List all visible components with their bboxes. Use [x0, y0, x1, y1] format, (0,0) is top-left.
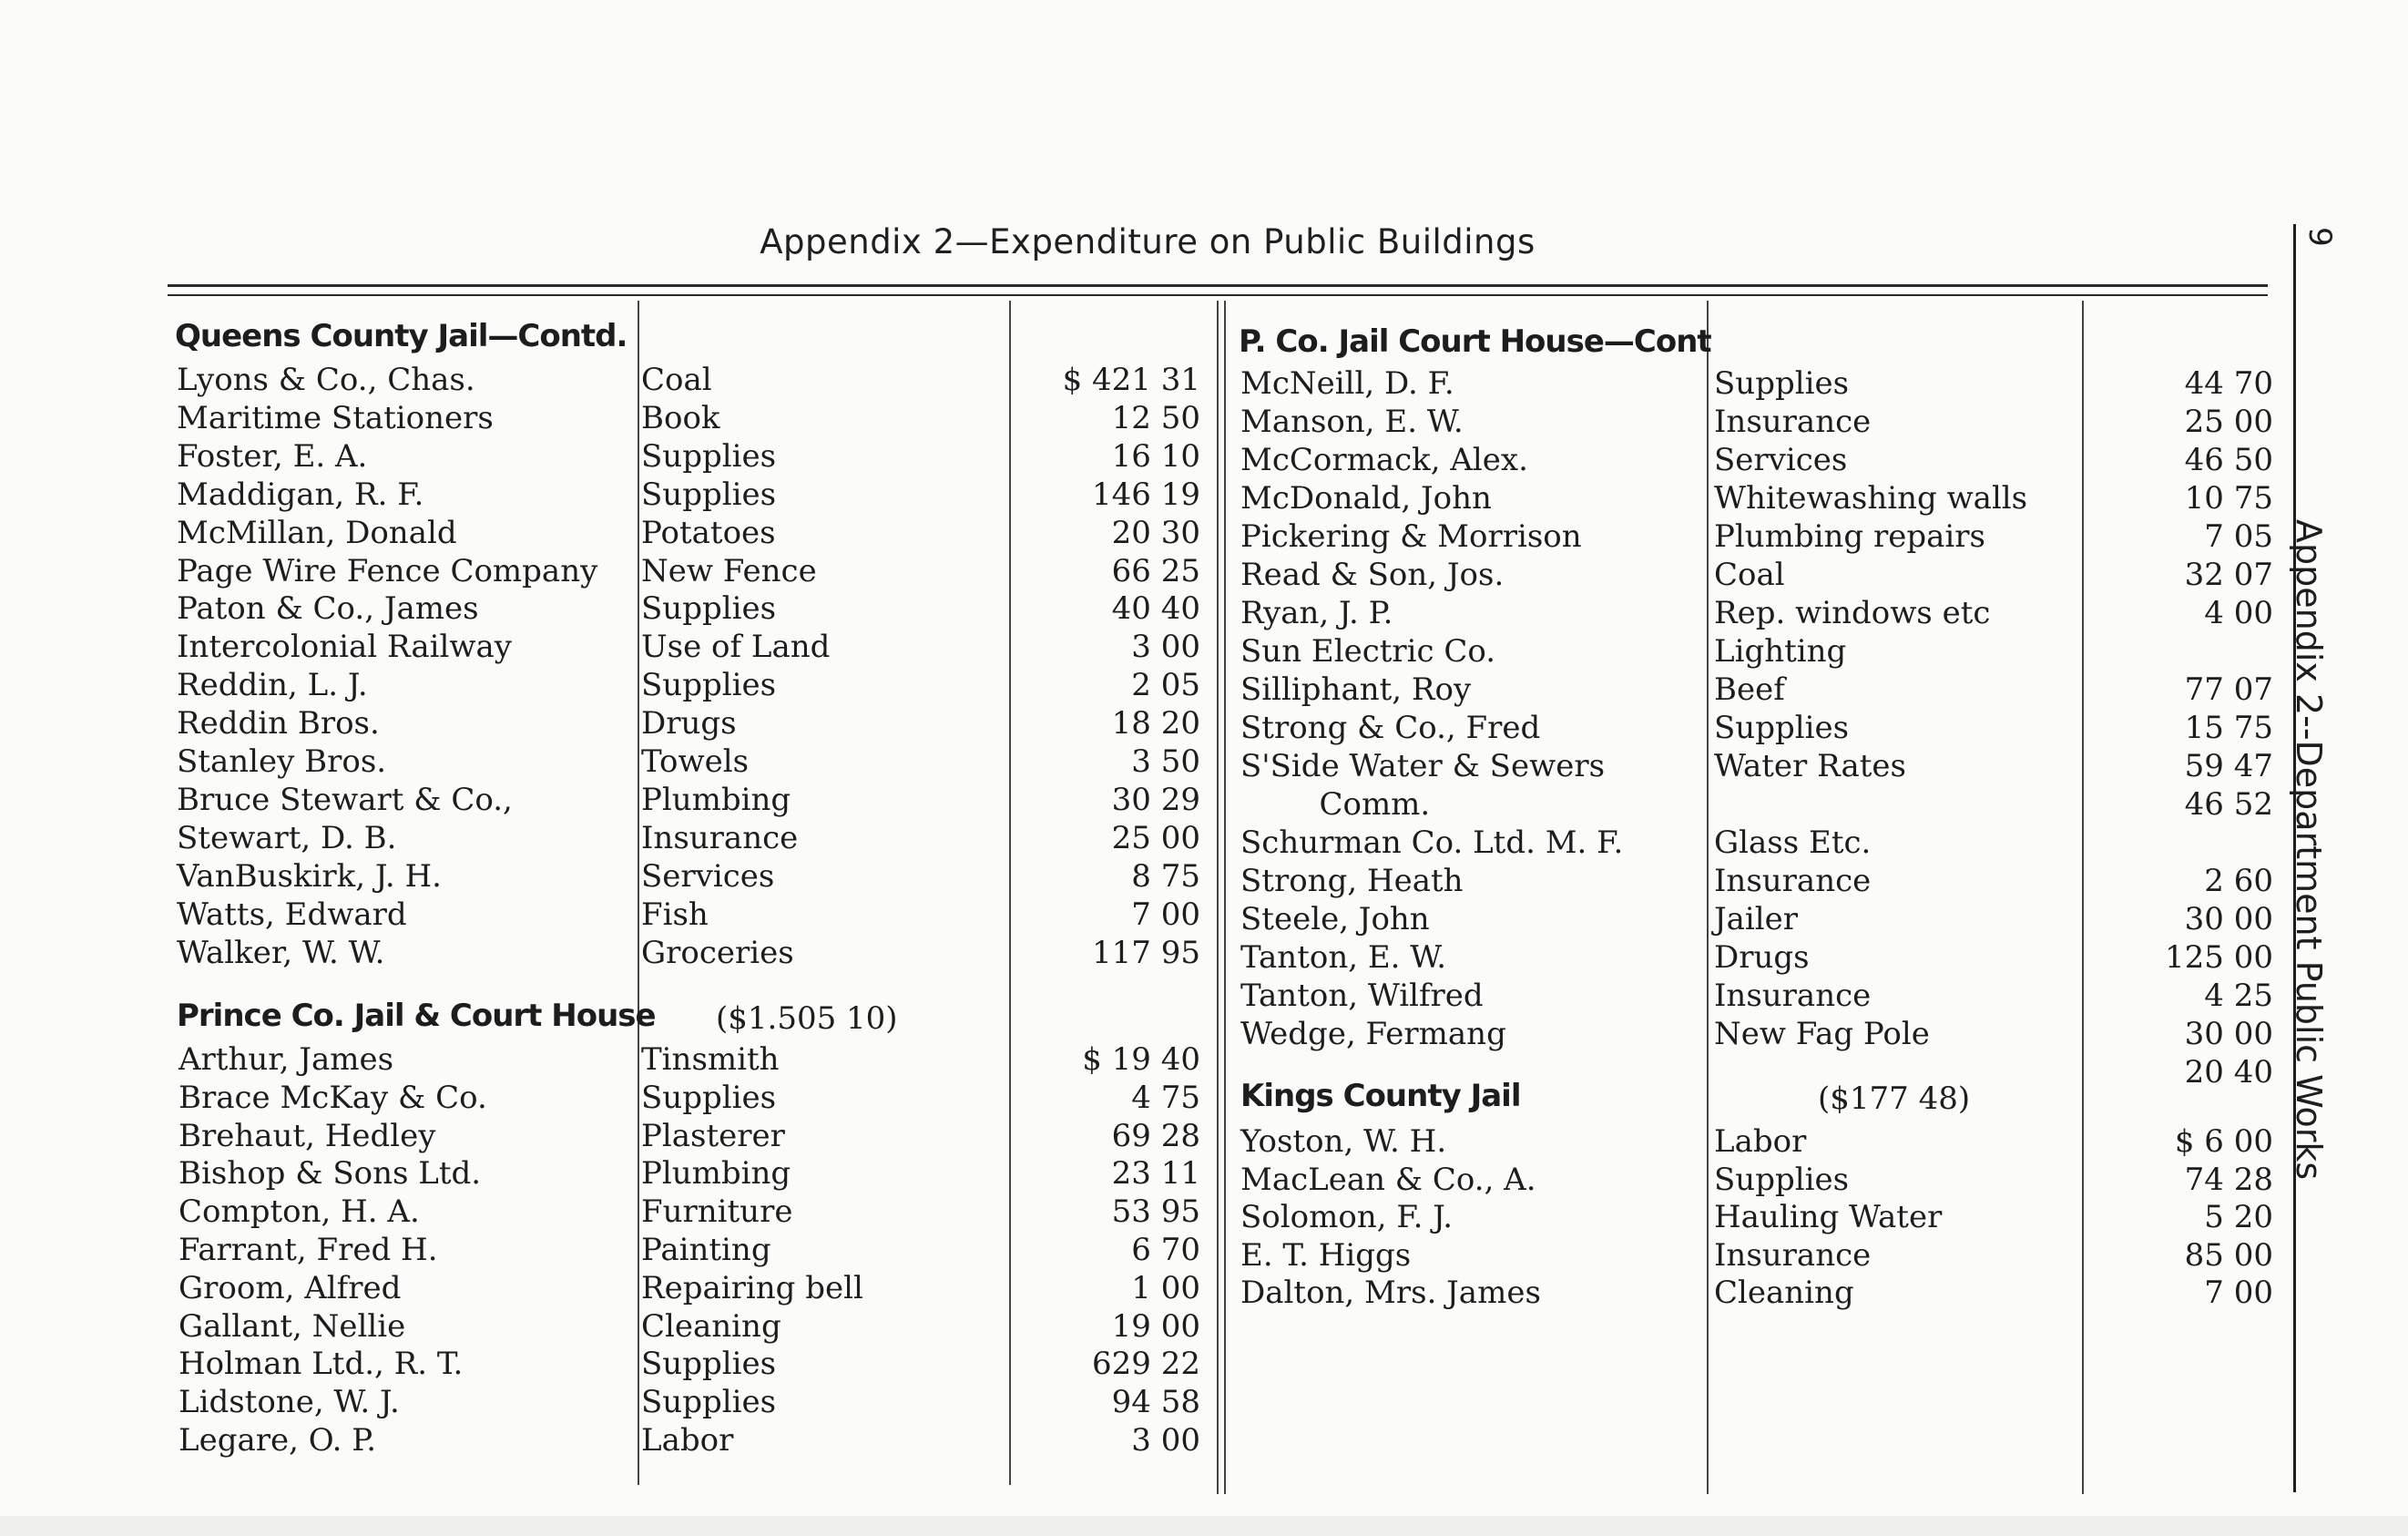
- ledger-row: [0, 785, 2277, 824]
- payee-name: Ryan, J. P.: [1240, 595, 1393, 631]
- payee-name: Intercolonial Railway: [177, 629, 512, 666]
- expense-amount: 25 00: [1111, 819, 1200, 856]
- payee-name: Legare, O. P.: [179, 1422, 377, 1459]
- expense-amount: 10 75: [2184, 480, 2273, 517]
- ledger-row: [0, 862, 2277, 900]
- expense-amount: 125 00: [2165, 939, 2273, 976]
- title-rule-bottom: [168, 294, 2268, 296]
- title-rule-top: [168, 284, 2268, 287]
- expense-item: Painting: [641, 1232, 771, 1268]
- expense-amount: 25 00: [2184, 404, 2273, 440]
- expense-item: Services: [641, 857, 775, 895]
- expense-item: Supplies: [641, 1384, 777, 1421]
- expense-item: Book: [641, 399, 720, 436]
- expense-amount: $ 6 00: [2174, 1123, 2273, 1160]
- payee-name: Yoston, W. H.: [1240, 1123, 1447, 1160]
- section-subtotal-kings-jail: ($177 48): [1818, 1080, 1971, 1117]
- ledger-row: [0, 824, 2277, 862]
- expense-item: Insurance: [1714, 978, 1872, 1014]
- payee-name: Watts, Edward: [177, 896, 407, 933]
- payee-name: Schurman Co. Ltd. M. F.: [1240, 824, 1624, 861]
- expense-amount: 77 07: [2184, 671, 2273, 708]
- expense-amount: 7 05: [2204, 518, 2273, 555]
- expense-amount: 94 58: [1111, 1384, 1200, 1421]
- expense-amount: 32 07: [2184, 557, 2273, 593]
- expense-amount: 46 52: [2184, 786, 2273, 823]
- payee-name: Read & Son, Jos.: [1240, 557, 1505, 593]
- payee-name: McDonald, John: [1240, 480, 1492, 517]
- expense-amount: 629 22: [1092, 1346, 1200, 1383]
- ledger-row: [0, 1383, 2277, 1421]
- ledger-row: [0, 747, 2277, 785]
- payee-name: E. T. Higgs: [1240, 1236, 1412, 1274]
- payee-name: Holman Ltd., R. T.: [179, 1346, 464, 1383]
- ledger-row: [0, 556, 2277, 594]
- ledger-row: [0, 977, 2277, 1015]
- payee-name: Lyons & Co., Chas.: [177, 362, 475, 398]
- expense-amount: 2 60: [2204, 863, 2273, 899]
- expense-amount: 44 70: [2184, 365, 2273, 402]
- expense-amount: 74 28: [2184, 1161, 2273, 1198]
- ledger-row: [0, 364, 2277, 403]
- section-heading-prince-jail: Prince Co. Jail & Court House: [177, 998, 656, 1034]
- expense-item: Fish: [641, 896, 709, 933]
- payee-name: Compton, H. A.: [179, 1193, 420, 1231]
- payee-name: Reddin, L. J.: [177, 667, 368, 704]
- expense-amount: 117 95: [1092, 934, 1200, 971]
- payee-name: Brehaut, Hedley: [179, 1117, 436, 1154]
- expense-item: Rep. windows etc: [1714, 595, 1991, 631]
- payee-name: Silliphant, Roy: [1240, 671, 1472, 708]
- payee-name: McNeill, D. F.: [1240, 365, 1454, 402]
- payee-name: Strong & Co., Fred: [1240, 710, 1541, 746]
- expense-item: Repairing bell: [641, 1269, 863, 1306]
- ledger-row: [0, 1236, 2277, 1275]
- payee-name: Foster, E. A.: [177, 437, 368, 475]
- expense-amount: 7 00: [2204, 1275, 2273, 1311]
- ledger-row: [0, 1198, 2277, 1236]
- payee-name: Reddin Bros.: [177, 705, 380, 742]
- expense-amount: 1 00: [1131, 1269, 1200, 1306]
- payee-name: Gallant, Nellie: [179, 1307, 406, 1345]
- expense-amount: 23 11: [1111, 1155, 1200, 1193]
- expense-amount: $ 19 40: [1082, 1041, 1200, 1078]
- expense-amount: 7 00: [1131, 896, 1200, 933]
- expense-item: Beef: [1714, 671, 1785, 708]
- expense-amount: 2 05: [1131, 667, 1200, 704]
- expense-item: Insurance: [641, 819, 799, 856]
- expense-item: Plumbing: [641, 781, 791, 818]
- ledger-row: [0, 671, 2277, 709]
- expense-item: Plumbing repairs: [1714, 518, 1985, 555]
- payee-name: Lidstone, W. J.: [179, 1384, 400, 1421]
- expense-amount: 19 00: [1111, 1307, 1200, 1345]
- expense-amount: 3 00: [1131, 1422, 1200, 1459]
- expense-item: Supplies: [641, 476, 777, 513]
- expense-item: Coal: [641, 362, 712, 398]
- payee-name: Brace McKay & Co.: [179, 1079, 487, 1116]
- expense-amount: 146 19: [1092, 476, 1200, 513]
- expense-item: Insurance: [1714, 1236, 1872, 1274]
- expense-amount: 20 40: [2184, 1054, 2273, 1091]
- payee-name: Steele, John: [1240, 901, 1430, 937]
- expense-amount: 53 95: [1111, 1193, 1200, 1231]
- expense-amount: 4 25: [2204, 978, 2273, 1014]
- expense-item: Insurance: [1714, 404, 1872, 440]
- payee-name: McMillan, Donald: [177, 514, 457, 551]
- expense-item: Water Rates: [1714, 748, 1906, 784]
- payee-name: Sun Electric Co.: [1240, 633, 1496, 670]
- ledger-row: [0, 900, 2277, 938]
- ledger-row: [0, 938, 2277, 977]
- payee-name: Page Wire Fence Company: [177, 552, 598, 589]
- expense-amount: $ 421 31: [1062, 362, 1200, 398]
- expense-item: Cleaning: [641, 1307, 781, 1345]
- expense-item: Supplies: [1714, 365, 1850, 402]
- payee-name: Walker, W. W.: [177, 934, 385, 971]
- expense-item: Lighting: [1714, 633, 1847, 670]
- payee-name: S'Side Water & Sewers: [1240, 748, 1606, 784]
- section-heading-queens-jail: Queens County Jail—Contd.: [175, 318, 628, 354]
- section-subtotal-prince-jail: ($1.505 10): [716, 1000, 898, 1037]
- expense-item: Supplies: [1714, 1161, 1850, 1198]
- expense-amount: 5 20: [2204, 1199, 2273, 1235]
- payee-name: Paton & Co., James: [177, 590, 479, 628]
- expense-amount: 4 00: [2204, 595, 2273, 631]
- expense-item: Glass Etc.: [1714, 824, 1872, 861]
- expense-amount: 69 28: [1111, 1117, 1200, 1154]
- expense-item: Labor: [1714, 1123, 1807, 1160]
- payee-name: Tanton, Wilfred: [1240, 978, 1484, 1014]
- payee-name: McCormack, Alex.: [1240, 442, 1528, 478]
- expense-amount: 18 20: [1111, 705, 1200, 742]
- expense-item: New Fence: [641, 552, 817, 589]
- expense-amount: 15 75: [2184, 710, 2273, 746]
- payee-name: Maritime Stationers: [177, 399, 494, 436]
- expense-item: Whitewashing walls: [1714, 480, 2028, 517]
- payee-name: Farrant, Fred H.: [179, 1232, 438, 1268]
- payee-name: Strong, Heath: [1240, 863, 1464, 899]
- ledger-row: [0, 594, 2277, 632]
- payee-name: Arthur, James: [179, 1041, 394, 1078]
- ledger-row: [0, 1421, 2277, 1459]
- ledger-row: [0, 1307, 2277, 1346]
- ledger-row: [0, 1345, 2277, 1383]
- side-caption: Appendix 2--Department Public Works: [2289, 519, 2329, 1181]
- payee-name: Dalton, Mrs. James: [1240, 1275, 1541, 1311]
- expense-amount: 66 25: [1111, 552, 1200, 589]
- page-title: Appendix 2—Expenditure on Public Buildings: [760, 222, 1536, 261]
- expense-amount: 30 00: [2184, 901, 2273, 937]
- ledger-row: [0, 632, 2277, 671]
- payee-name: Bruce Stewart & Co.,: [177, 781, 513, 818]
- expense-item: Towels: [641, 743, 750, 780]
- expense-item: Labor: [641, 1422, 734, 1459]
- ledger-row: [0, 517, 2277, 556]
- section-heading-kings-jail: Kings County Jail: [1240, 1078, 1521, 1114]
- expense-item: Coal: [1714, 557, 1785, 593]
- expense-item: Supplies: [641, 590, 777, 628]
- expense-item: Supplies: [1714, 710, 1850, 746]
- ledger-row: [0, 479, 2277, 517]
- page-number: 9: [2301, 227, 2338, 247]
- expense-amount: 3 00: [1131, 629, 1200, 666]
- ledger-row: [0, 1161, 2277, 1199]
- expense-item: Tinsmith: [641, 1041, 780, 1078]
- expense-item: Supplies: [641, 667, 777, 704]
- payee-name: Stanley Bros.: [177, 743, 387, 780]
- expense-item: Potatoes: [641, 514, 776, 551]
- expense-item: Cleaning: [1714, 1275, 1854, 1311]
- expense-amount: 46 50: [2184, 442, 2273, 478]
- payee-name: Wedge, Fermang: [1240, 1016, 1506, 1052]
- expense-item: Drugs: [1714, 939, 1810, 976]
- expense-amount: 59 47: [2184, 748, 2273, 784]
- expense-item: Plumbing: [641, 1155, 791, 1193]
- expense-amount: 40 40: [1111, 590, 1200, 628]
- expense-amount: 30 00: [2184, 1016, 2273, 1052]
- expense-amount: 30 29: [1111, 781, 1200, 818]
- expense-item: Supplies: [641, 1346, 777, 1383]
- payee-name: Stewart, D. B.: [177, 819, 397, 856]
- payee-name: VanBuskirk, J. H.: [177, 857, 442, 895]
- expense-item: Plasterer: [641, 1117, 785, 1154]
- expense-amount: 12 50: [1111, 399, 1200, 436]
- expense-item: Groceries: [641, 934, 794, 971]
- payee-name: Comm.: [1240, 786, 1431, 823]
- payee-name: Pickering & Morrison: [1240, 518, 1582, 555]
- payee-name: Groom, Alfred: [179, 1269, 402, 1306]
- payee-name: Tanton, E. W.: [1240, 939, 1447, 976]
- ledger-row: [0, 1122, 2277, 1161]
- expense-amount: 3 50: [1131, 743, 1200, 780]
- ledger-row: [0, 441, 2277, 479]
- payee-name: Bishop & Sons Ltd.: [179, 1155, 482, 1193]
- ledger-row: [0, 709, 2277, 747]
- expense-item: Supplies: [641, 437, 777, 475]
- ledger-row: [0, 1274, 2277, 1312]
- payee-name: MacLean & Co., A.: [1240, 1161, 1536, 1198]
- expense-item: Furniture: [641, 1193, 793, 1231]
- expense-item: Services: [1714, 442, 1848, 478]
- expense-amount: 4 75: [1131, 1079, 1200, 1116]
- expense-item: New Fag Pole: [1714, 1016, 1930, 1052]
- expense-item: Supplies: [641, 1079, 777, 1116]
- payee-name: Maddigan, R. F.: [177, 476, 424, 513]
- ledger-row: [0, 1015, 2277, 1053]
- expense-item: Hauling Water: [1714, 1199, 1943, 1235]
- ledger-row: [0, 403, 2277, 441]
- payee-name: Manson, E. W.: [1240, 404, 1464, 440]
- expense-item: Jailer: [1714, 901, 1799, 937]
- section-heading-pco-jail: P. Co. Jail Court House—Cont: [1239, 323, 1711, 360]
- expense-item: Drugs: [641, 705, 737, 742]
- expense-amount: 20 30: [1111, 514, 1200, 551]
- expense-amount: 16 10: [1111, 437, 1200, 475]
- page-bottom-edge: [0, 1516, 2408, 1536]
- expense-item: Use of Land: [641, 629, 831, 666]
- expense-item: Insurance: [1714, 863, 1872, 899]
- payee-name: Solomon, F. J.: [1240, 1199, 1454, 1235]
- expense-amount: 85 00: [2184, 1236, 2273, 1274]
- expense-amount: 6 70: [1131, 1232, 1200, 1268]
- expense-amount: 8 75: [1131, 857, 1200, 895]
